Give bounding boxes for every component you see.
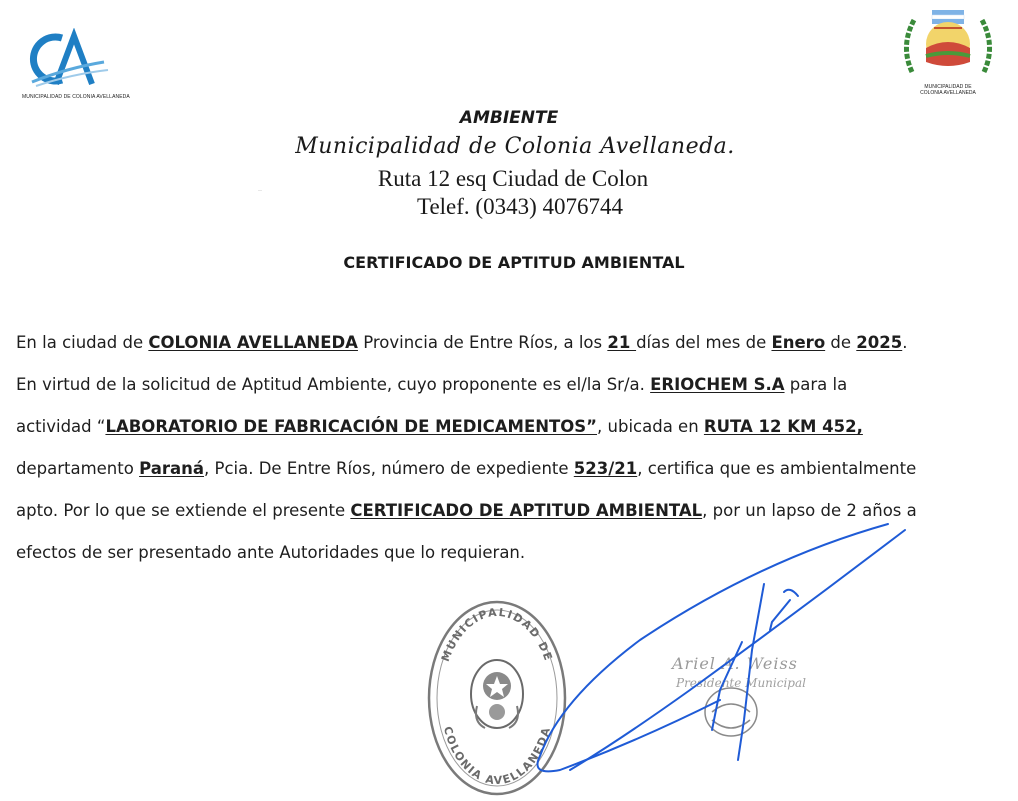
certificate-ref-value: CERTIFICADO DE APTITUD AMBIENTAL: [350, 501, 703, 520]
scan-mark: [258, 190, 262, 191]
svg-text:MUNICIPALIDAD DE: [439, 606, 555, 664]
text: En la ciudad de: [16, 333, 149, 352]
text: departamento: [16, 459, 140, 478]
municipal-emblem-icon: [898, 6, 998, 86]
municipality-name: Municipalidad de Colonia Avellaneda.: [295, 134, 735, 159]
body-line-3: [16, 406, 1006, 448]
body-line-5: [16, 490, 1006, 532]
text: actividad “: [16, 417, 106, 436]
official-stamp: [425, 598, 570, 798]
activity-value: LABORATORIO DE FABRICACIÓN DE MEDICAMENTOS”: [105, 417, 598, 436]
signatory-name: Ariel A. Weiss: [672, 654, 798, 673]
text: , certifica que es ambientalmente: [637, 459, 917, 478]
left-logo: [22, 28, 130, 108]
right-emblem-caption: [898, 84, 998, 96]
text: para la: [784, 375, 848, 394]
right-emblem: [898, 6, 998, 96]
body-line-2: [16, 364, 1006, 406]
signatory-role: Presidente Municipal: [676, 676, 806, 690]
text: Provincia de Entre Ríos, a los: [357, 333, 608, 352]
department-value: Paraná: [139, 459, 205, 478]
file-number-value: 523/21: [573, 459, 638, 478]
address-line: Ruta 12 esq Ciudad de Colon: [377, 166, 649, 191]
text: de: [825, 333, 857, 352]
year-value: 2025: [856, 333, 903, 352]
certificate-title: CERTIFICADO DE APTITUD AMBIENTAL: [343, 253, 685, 272]
right-caption-line2: COLONIA AVELLANEDA: [920, 90, 976, 96]
certificate-body: [16, 322, 1006, 574]
body-line-1: [16, 322, 1006, 364]
body-line-6: efectos de ser presentado ante Autoridades que lo requieran.: [16, 543, 526, 562]
small-seal-icon: [705, 688, 757, 736]
section-heading: AMBIENTE: [459, 108, 559, 128]
stamp-top-text: MUNICIPALIDAD DE: [438, 605, 556, 664]
text: En virtud de la solicitud de Aptitud Ambiente, cuyo proponente es el/la Sr/a.: [16, 375, 651, 394]
stamp-bottom-text: COLONIA AVELLANEDA: [440, 724, 554, 788]
month-value: Enero: [771, 333, 826, 352]
phone-line: Telef. (0343) 4076744: [417, 194, 623, 219]
text: , por un lapso de 2 años a: [702, 501, 917, 520]
body-line-4: [16, 448, 1006, 490]
ca-monogram-icon: [22, 28, 112, 92]
text: apto. Por lo que se extiende el presente: [16, 501, 351, 520]
text: , Pcia. De Entre Ríos, número de expediente: [204, 459, 574, 478]
left-logo-caption: MUNICIPALIDAD DE COLONIA AVELLANEDA: [22, 94, 130, 100]
coat-of-arms-icon: [471, 660, 523, 728]
day-value: 21: [607, 333, 637, 352]
right-caption-line1: MUNICIPALIDAD DE: [924, 84, 972, 90]
text: , ubicada en: [597, 417, 704, 436]
proponent-value: ERIOCHEM S.A: [650, 375, 785, 394]
text: días del mes de: [636, 333, 772, 352]
text: .: [902, 333, 908, 352]
location-value: RUTA 12 KM 452,: [703, 417, 863, 436]
city-value: COLONIA AVELLANEDA: [148, 333, 358, 352]
